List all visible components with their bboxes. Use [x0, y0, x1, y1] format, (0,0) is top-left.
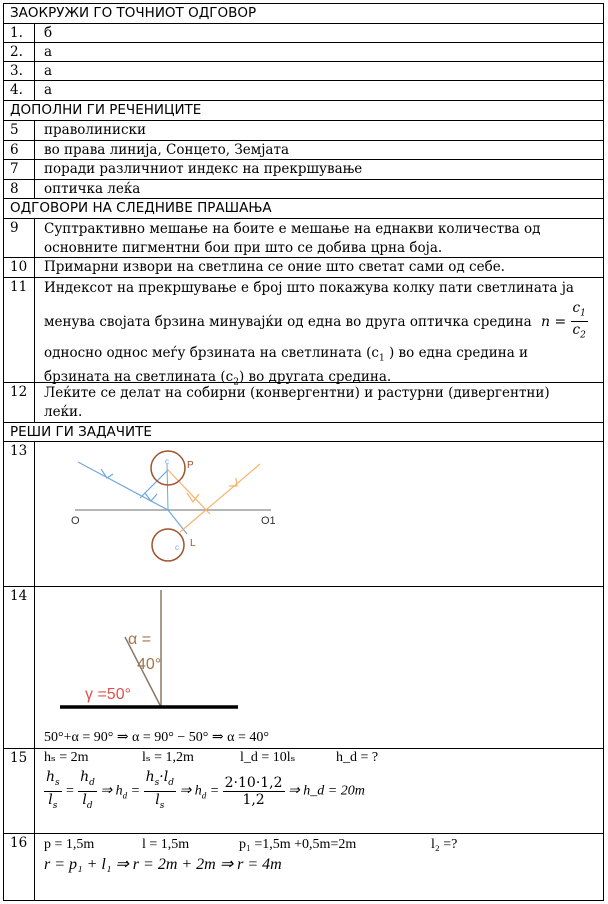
table-row [3, 159, 604, 179]
table-row [3, 218, 604, 257]
answer-text: ) во една средина и [384, 344, 529, 361]
row-answer: поради различниот индекс на прекршување [44, 161, 363, 177]
given-value: hₛ = 2m [44, 750, 89, 765]
reflected-ray [168, 470, 210, 514]
table-row [3, 586, 604, 748]
section-title-text: РЕШИ ГИ ЗАДАЧИТЕ [10, 424, 152, 440]
reflected-ray [180, 464, 260, 532]
row-number: 15 [4, 749, 35, 833]
row-number: 2. [4, 43, 35, 61]
section-title-text: ЗАОКРУЖИ ГО ТОЧНИОТ ОДГОВОР [10, 5, 257, 21]
row-answer [35, 279, 603, 392]
answer-text: ) во другата средина. [238, 368, 392, 385]
implies-symbol: ⇒ [179, 783, 192, 799]
angle-diagram [35, 587, 603, 727]
given-value: l_d = 10lₛ [240, 750, 296, 765]
table-row [3, 140, 604, 159]
row-answer: Примарни извори на светлина се оние што светат сами од себе. [44, 259, 505, 275]
given-value: l₂ =? [431, 837, 458, 852]
table-row [3, 748, 604, 833]
formula-lhs: n = [541, 313, 567, 330]
row-answer: оптичка леќа [44, 181, 141, 197]
label-o1: O1 [261, 515, 276, 527]
angle-equation: 50°+α = 90° ⇒ α = 90° − 50° ⇒ α = 40° [44, 730, 269, 745]
label-o: O [71, 515, 80, 527]
table-row [3, 382, 604, 422]
label-l: L [190, 538, 196, 549]
row-answer [35, 220, 603, 257]
section-title [3, 198, 604, 218]
section-title-text: ОДГОВОРИ НА СЛЕДНИВЕ ПРАШАЊА [10, 200, 272, 216]
arrow-icon [145, 493, 157, 501]
answer-line-with-formula [44, 298, 603, 344]
row-number: 5 [4, 121, 35, 140]
formula-numerator: c [572, 299, 581, 316]
incident-ray [78, 462, 168, 510]
label-p: P [187, 460, 194, 471]
answer-text: односно однос меѓу брзината на светлината (c [44, 344, 379, 361]
given-value: lₛ = 1,2m [142, 750, 194, 765]
section-title [3, 100, 604, 120]
formula-numerator-sub: 1 [580, 308, 586, 319]
table-row [3, 23, 604, 42]
implies-symbol: ⇒ [100, 783, 113, 799]
row-number: 16 [4, 834, 35, 900]
answer-line: Индексот на прекршување е број што покажува колку пати светлината ја [44, 280, 574, 296]
row-number: 3. [4, 62, 35, 80]
calc-numerator: 2·10·1,2 [224, 774, 283, 791]
table-row [3, 80, 604, 100]
gamma-label: γ =50° [85, 686, 131, 703]
row-answer: б [44, 25, 53, 41]
answer-line: менува својата брзина минувајќи од една во друга оптичка средина [44, 313, 532, 330]
row-answer: а [44, 63, 53, 79]
row-number: 14 [4, 587, 35, 748]
point-l-circle [152, 529, 184, 561]
table-row [3, 441, 604, 586]
answer-line: леќи. [44, 403, 83, 420]
label-c: c [165, 457, 169, 466]
row-number: 1. [4, 24, 35, 42]
row-answer: а [44, 44, 53, 60]
table-row [3, 61, 604, 80]
answer-line: основните пигментни бои при што се добива црна боја. [44, 239, 443, 256]
result-value: h_d = 20m [303, 783, 365, 799]
table-row [3, 120, 604, 140]
answer-sub: 1 [378, 353, 385, 364]
given-values [35, 836, 603, 855]
row-number: 13 [4, 442, 35, 586]
row-number: 6 [4, 141, 35, 159]
refracted-ray [168, 510, 187, 534]
given-value: p = 1,5m [44, 837, 95, 852]
label-c: c [175, 543, 179, 552]
answer-sub: 2 [233, 377, 239, 388]
row-number: 11 [4, 278, 35, 382]
given-value: l = 1,5m [142, 837, 190, 852]
implies-symbol: ⇒ [288, 783, 300, 799]
row-number: 7 [4, 160, 35, 179]
row-number: 4. [4, 81, 35, 100]
table-row [3, 42, 604, 61]
row-answer [35, 384, 603, 421]
formula-denominator-sub: 2 [580, 330, 586, 341]
section-title [3, 422, 604, 441]
height-equation: $\frac{h_s}{l_s}$ = $\frac{h_d}{l_d}$ ⇒ $h_d$ = $\frac{h_s\cdot l_d}{l_s}$ ⇒ $h_d$ = $\frac{2\cdot 10\cdot 1,2}{1,2}$ ⇒ h_d = 20m [46, 769, 365, 811]
reflection-diagram [35, 442, 603, 586]
alpha-value: 40° [137, 656, 162, 673]
row-number: 12 [4, 383, 35, 422]
section-title-text: ДОПОЛНИ ГИ РЕЧЕНИЦИТЕ [10, 102, 202, 118]
table-row [3, 277, 604, 388]
row-answer: праволиниски [44, 122, 146, 138]
answer-text: брзината на светлината (c [44, 368, 234, 385]
given-value: p₁ =1,5m +0,5m=2m [239, 837, 357, 852]
answer-line: Суптрактивно мешање на боите е мешање на еднакви количества од [44, 221, 541, 237]
table-row [3, 257, 604, 277]
row-number: 10 [4, 258, 35, 277]
formula-fraction [571, 300, 588, 344]
answer-line: Леќите се делат на собирни (конвергентни) и растурни (дивергентни) [44, 385, 550, 401]
answer-line [44, 344, 603, 368]
alpha-label: α = [128, 631, 152, 648]
given-values [35, 749, 603, 768]
formula-index [541, 300, 588, 344]
row-number: 9 [4, 219, 35, 257]
row-answer: а [44, 82, 53, 98]
radius-equation: r = p₁ + l₁ ⇒ r = 2m + 2m ⇒ r = 4m [44, 856, 282, 873]
table-row [3, 179, 604, 198]
calc-denominator: 1,2 [242, 791, 265, 808]
row-answer: во права линија, Сонцето, Земјата [44, 142, 289, 158]
section-title [3, 3, 604, 23]
given-value: h_d = ? [336, 750, 379, 765]
arrow-icon [101, 469, 113, 478]
formula-denominator: c [572, 322, 581, 339]
table-row [3, 833, 604, 901]
row-number: 8 [4, 180, 35, 198]
